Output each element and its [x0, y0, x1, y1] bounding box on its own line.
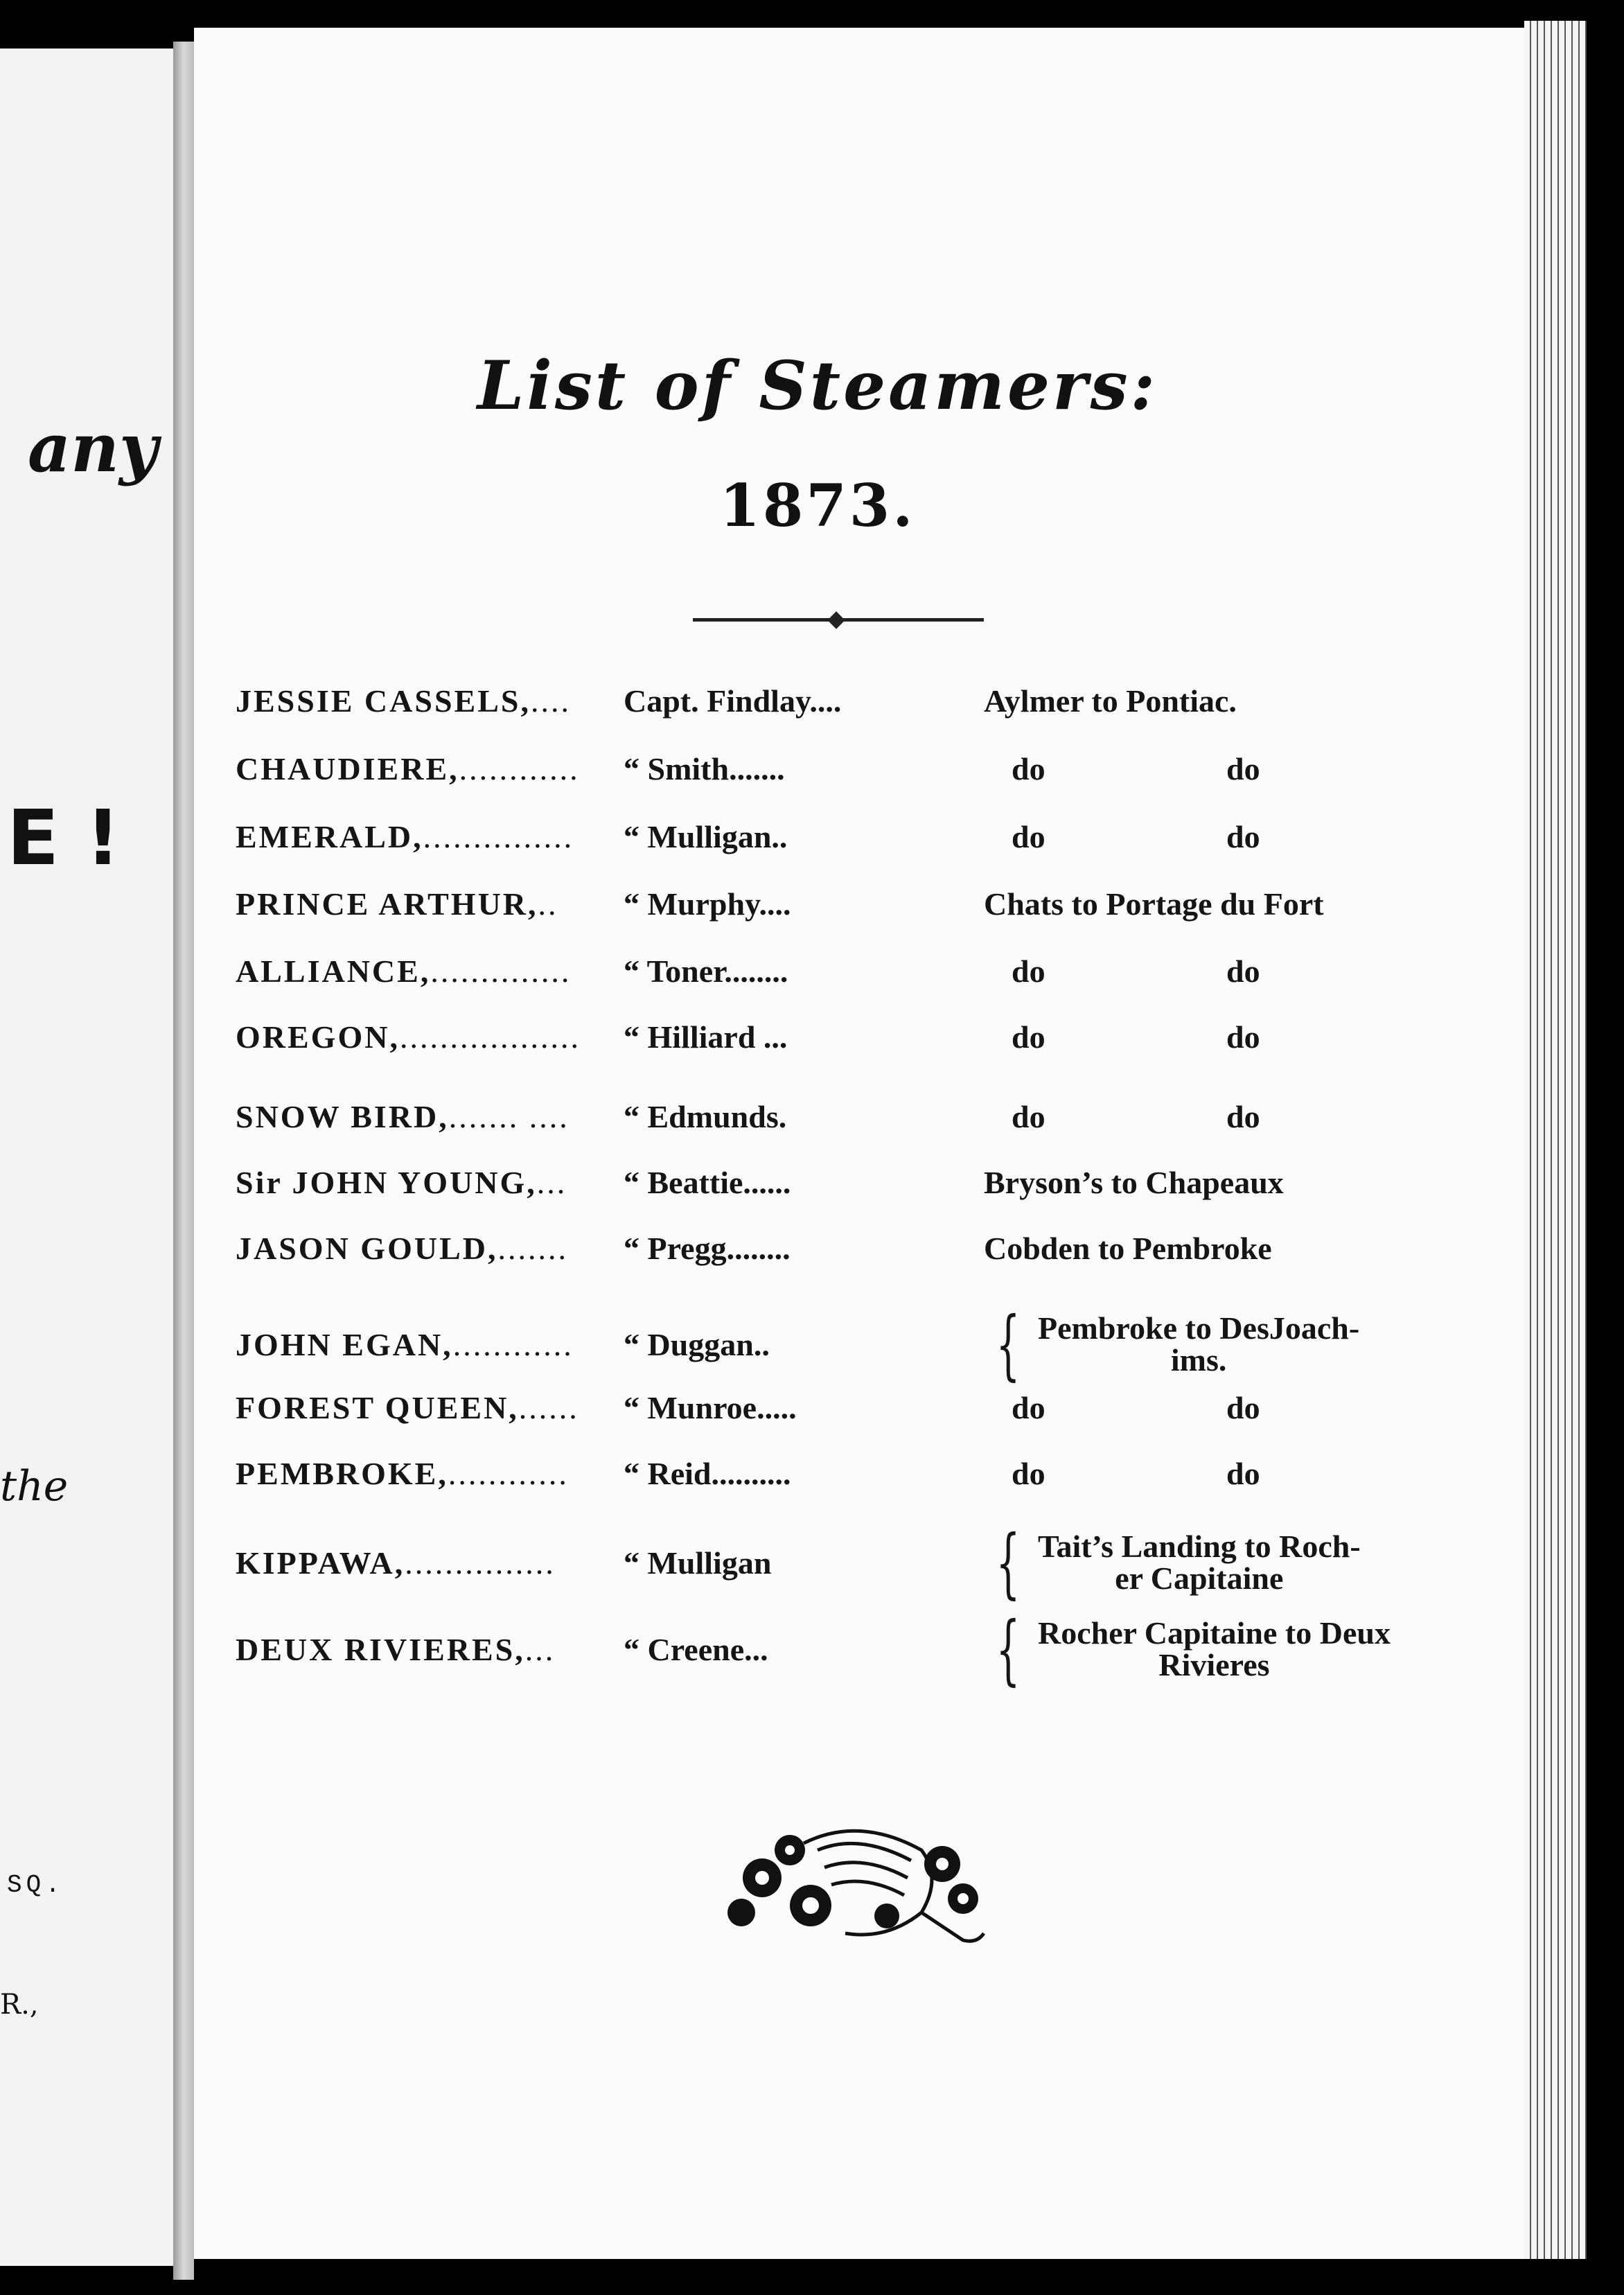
captain-name: “ Edmunds.: [624, 1099, 787, 1134]
captain-name: “ Reid..........: [624, 1456, 791, 1491]
page-edges: [1524, 21, 1587, 2259]
steamer-name: CHAUDIERE,: [236, 751, 459, 786]
leader-dots: ..............: [430, 953, 572, 989]
brace-glyph: {: [996, 1518, 1021, 1607]
steamer-row: [236, 1455, 1497, 1492]
steamer-name-cell: [236, 1545, 624, 1581]
ditto-mark: do: [1012, 1019, 1045, 1055]
flower-cornucopia-icon: [714, 1802, 1005, 1954]
steamer-name: KIPPAWA,: [236, 1545, 405, 1581]
ditto-mark: do: [1012, 819, 1045, 854]
leader-dots: ............: [459, 751, 580, 786]
steamer-row: [236, 1605, 1497, 1694]
steamer-row: [236, 1019, 1497, 1055]
ditto-mark: do: [1226, 1390, 1260, 1425]
route-ditto: [984, 1389, 1497, 1426]
book-gutter: [173, 42, 194, 2280]
ditto-mark: do: [1226, 819, 1260, 854]
leader-dots: ...: [536, 1165, 567, 1200]
steamer-name-cell: [236, 1098, 624, 1135]
steamer-row: [236, 953, 1497, 990]
left-page-fragment: E !: [7, 793, 121, 882]
steamer-row: [236, 1164, 1497, 1201]
steamer-name: SNOW BIRD,: [236, 1099, 449, 1134]
steamer-row: [236, 1098, 1497, 1135]
steamer-name-cell: [236, 1631, 624, 1668]
left-page-fragment: R.,: [0, 1989, 39, 2021]
route-lines: [1038, 1531, 1361, 1594]
route: Bryson’s to Chapeaux: [984, 1165, 1284, 1200]
route: Cobden to Pembroke: [984, 1231, 1272, 1266]
route-braced: [984, 1605, 1497, 1694]
steamer-row: [236, 1230, 1497, 1267]
route: Aylmer to Pontiac.: [984, 683, 1237, 719]
ditto-mark: do: [1226, 1456, 1260, 1491]
steamer-row: [236, 1389, 1497, 1426]
route-ditto: [984, 1098, 1497, 1135]
leader-dots: ...: [524, 1631, 556, 1667]
route-ditto: [984, 750, 1497, 787]
leader-dots: ......: [518, 1390, 579, 1425]
steamer-name: EMERALD,: [236, 819, 423, 854]
route-ditto: [984, 818, 1497, 855]
page-title: List of Steamers:: [477, 346, 1158, 425]
captain-name: “ Munroe.....: [624, 1390, 797, 1425]
route-line: Pembroke to DesJoach-: [1038, 1310, 1360, 1346]
leader-dots: ...............: [405, 1545, 556, 1581]
ditto-mark: do: [1226, 751, 1260, 786]
left-page-fragment: SQ.: [7, 1871, 64, 1899]
ditto-mark: do: [1012, 1456, 1045, 1491]
steamer-name: FOREST QUEEN,: [236, 1390, 519, 1425]
route-braced: [984, 1518, 1497, 1607]
steamer-name: DEUX RIVIERES,: [236, 1631, 525, 1667]
steamer-name-cell: [236, 1326, 624, 1363]
steamer-row: [236, 1518, 1497, 1607]
route-line: ims.: [1170, 1342, 1227, 1378]
captain-name: Capt. Findlay....: [624, 683, 842, 719]
left-page-fragment: the: [0, 1462, 69, 1511]
steamer-name-cell: [236, 953, 624, 990]
route-line: Rivieres: [1158, 1647, 1270, 1682]
steamer-name-cell: [236, 1455, 624, 1492]
captain-name: “ Creene...: [624, 1631, 768, 1667]
page-year: 1873.: [719, 471, 916, 540]
route-line: er Capitaine: [1115, 1560, 1284, 1596]
brace-glyph: {: [996, 1605, 1021, 1694]
steamer-name-cell: [236, 1389, 624, 1426]
route-ditto: [984, 1019, 1497, 1055]
route-lines: [1038, 1617, 1391, 1681]
captain-name: “ Beattie......: [624, 1165, 791, 1200]
route-ditto: [984, 953, 1497, 990]
steamer-row: [236, 750, 1497, 787]
ditto-mark: do: [1012, 953, 1045, 989]
steamer-row: [236, 1300, 1497, 1389]
ditto-mark: do: [1226, 953, 1260, 989]
ditto-mark: do: [1012, 1390, 1045, 1425]
steamer-name: Sir JOHN YOUNG,: [236, 1165, 537, 1200]
steamer-name-cell: [236, 683, 624, 719]
steamer-name: JESSIE CASSELS,: [236, 683, 531, 719]
route-ditto: [984, 1455, 1497, 1492]
ditto-mark: do: [1226, 1019, 1260, 1055]
captain-name: “ Mulligan: [624, 1545, 772, 1581]
steamer-name: JASON GOULD,: [236, 1231, 498, 1266]
captain-name: “ Mulligan..: [624, 819, 788, 854]
captain-name: “ Smith.......: [624, 751, 785, 786]
leader-dots: ....: [530, 683, 571, 719]
leader-dots: ....... ....: [448, 1099, 570, 1134]
left-page: [0, 49, 177, 2266]
route-line: Rocher Capitaine to Deux: [1038, 1615, 1391, 1651]
leader-dots: ............: [448, 1456, 569, 1491]
steamer-name: PEMBROKE,: [236, 1456, 448, 1491]
captain-name: “ Murphy....: [624, 886, 791, 922]
steamer-name: ALLIANCE,: [236, 953, 431, 989]
steamer-row: [236, 818, 1497, 855]
captain-name: “ Hilliard ...: [624, 1019, 788, 1055]
steamer-name-cell: [236, 1019, 624, 1055]
left-page-fragment: any: [28, 409, 158, 487]
steamer-name: JOHN EGAN,: [236, 1326, 453, 1362]
ditto-mark: do: [1012, 1099, 1045, 1134]
steamer-name: PRINCE ARTHUR,: [236, 886, 538, 922]
leader-dots: ..: [538, 886, 558, 922]
brace-glyph: {: [996, 1300, 1021, 1389]
steamer-name: OREGON,: [236, 1019, 400, 1055]
route: Chats to Portage du Fort: [984, 886, 1324, 922]
steamer-name-cell: [236, 1230, 624, 1267]
steamer-row: [236, 886, 1497, 922]
leader-dots: ...............: [423, 819, 574, 854]
steamer-row: [236, 683, 1497, 719]
route-braced: [984, 1300, 1497, 1389]
steamer-name-cell: [236, 1164, 624, 1201]
captain-name: “ Toner........: [624, 953, 788, 989]
steamer-name-cell: [236, 750, 624, 787]
ditto-mark: do: [1012, 751, 1045, 786]
route-line: Tait’s Landing to Roch-: [1038, 1529, 1361, 1564]
leader-dots: .......: [497, 1231, 568, 1266]
route-lines: [1038, 1312, 1359, 1376]
captain-name: “ Duggan..: [624, 1326, 770, 1362]
ditto-mark: do: [1226, 1099, 1260, 1134]
leader-dots: ..................: [399, 1019, 581, 1055]
leader-dots: ............: [452, 1326, 574, 1362]
captain-name: “ Pregg........: [624, 1231, 791, 1266]
steamer-name-cell: [236, 886, 624, 922]
steamer-name-cell: [236, 818, 624, 855]
